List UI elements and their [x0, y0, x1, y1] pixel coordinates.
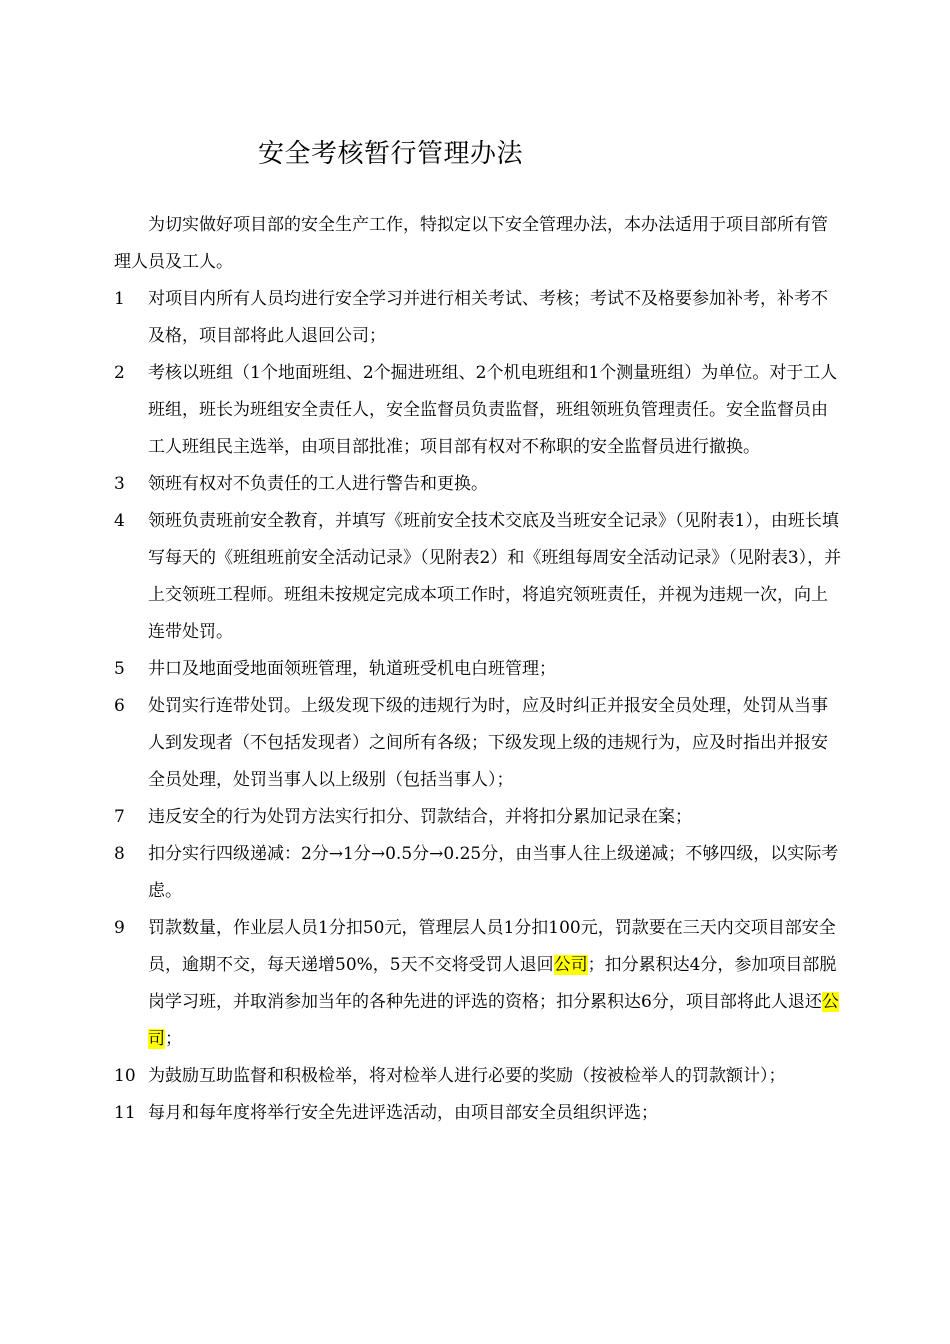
- item-text-part-c: ；: [165, 1029, 182, 1049]
- item-text: 处罚实行连带处罚。上级发现下级的违规行为时，应及时纠正并报安全员处理，处罚从当事人到发现者（不包括发现者）之间所有各级；下级发现上级的违规行为，应及时指出并报安全员处理，处罚当事人以上级别（包括当事人）；: [148, 696, 828, 790]
- item-number: 6: [114, 696, 125, 716]
- highlighted-text: 公司: [553, 955, 588, 975]
- list-item: [114, 281, 844, 355]
- list-item: [114, 466, 844, 503]
- document-body: [114, 207, 844, 1132]
- list-item: [114, 836, 844, 910]
- item-text: 违反安全的行为处罚方法实行扣分、罚款结合，并将扣分累加记录在案；: [148, 807, 692, 827]
- item-text: 井口及地面受地面领班管理，轨道班受机电白班管理；: [148, 659, 556, 679]
- list-item: [114, 651, 844, 688]
- item-text: 领班有权对不负责任的工人进行警告和更换。: [148, 474, 488, 494]
- list-item: [114, 503, 844, 651]
- item-text: 每月和每年度将举行安全先进评选活动，由项目部安全员组织评选；: [148, 1103, 658, 1123]
- list-item: [114, 910, 844, 1058]
- list-item: [114, 1058, 844, 1095]
- document-title: 安全考核暂行管理办法: [258, 139, 524, 169]
- item-text-part-b: ；扣分累积达4分，参加项目部脱岗学习班，并取消参加当年的各种先进的评选的资格；扣分累积达6分，项目部将此人退还: [148, 955, 837, 1012]
- list-item: [114, 688, 844, 799]
- list-item: [114, 1095, 844, 1132]
- item-number: 10: [114, 1066, 136, 1086]
- list-item: [114, 355, 844, 466]
- item-text: 考核以班组（1个地面班组、2个掘进班组、2个机电班组和1个测量班组）为单位。对于工人班组，班长为班组安全责任人，安全监督员负责监督，班组领班负管理责任。安全监督员由工人班组民主选举，由项目部批准；项目部有权对不称职的安全监督员进行撤换。: [148, 363, 838, 457]
- item-text: 领班负责班前安全教育，并填写《班前安全技术交底及当班安全记录》（见附表1），由班长填写每天的《班组班前安全活动记录》（见附表2）和《班组每周安全活动记录》（见附表3），并上交领班工程师。班组未按规定完成本项工作时，将追究领班责任，并视为违规一次，向上连带处罚。: [148, 511, 842, 642]
- item-number: 3: [114, 474, 125, 494]
- highlighted-text: 公司: [148, 992, 839, 1049]
- item-number: 11: [114, 1103, 136, 1123]
- list-item: [114, 799, 844, 836]
- item-number: 1: [114, 289, 125, 309]
- item-text: 对项目内所有人员均进行安全学习并进行相关考试、考核；考试不及格要参加补考，补考不及格，项目部将此人退回公司；: [148, 289, 828, 346]
- item-number: 7: [114, 807, 125, 827]
- item-number: 5: [114, 659, 125, 679]
- item-number: 8: [114, 844, 125, 864]
- item-text: 为鼓励互助监督和积极检举，将对检举人进行必要的奖励（按被检举人的罚款额计）；: [148, 1066, 786, 1086]
- item-text-part-a: 罚款数量，作业层人员1分扣50元，管理层人员1分扣100元，罚款要在三天内交项目部安全员，逾期不交，每天递增50%，5天不交将受罚人退回: [148, 918, 836, 975]
- item-text: 扣分实行四级递减：2分→1分→0.5分→0.25分，由当事人往上级递减；不够四级，以实际考虑。: [148, 844, 839, 901]
- item-number: 9: [114, 918, 125, 938]
- intro-paragraph: 为切实做好项目部的安全生产工作，特拟定以下安全管理办法，本办法适用于项目部所有管理人员及工人。: [114, 215, 828, 272]
- item-number: 4: [114, 511, 125, 531]
- item-number: 2: [114, 363, 125, 383]
